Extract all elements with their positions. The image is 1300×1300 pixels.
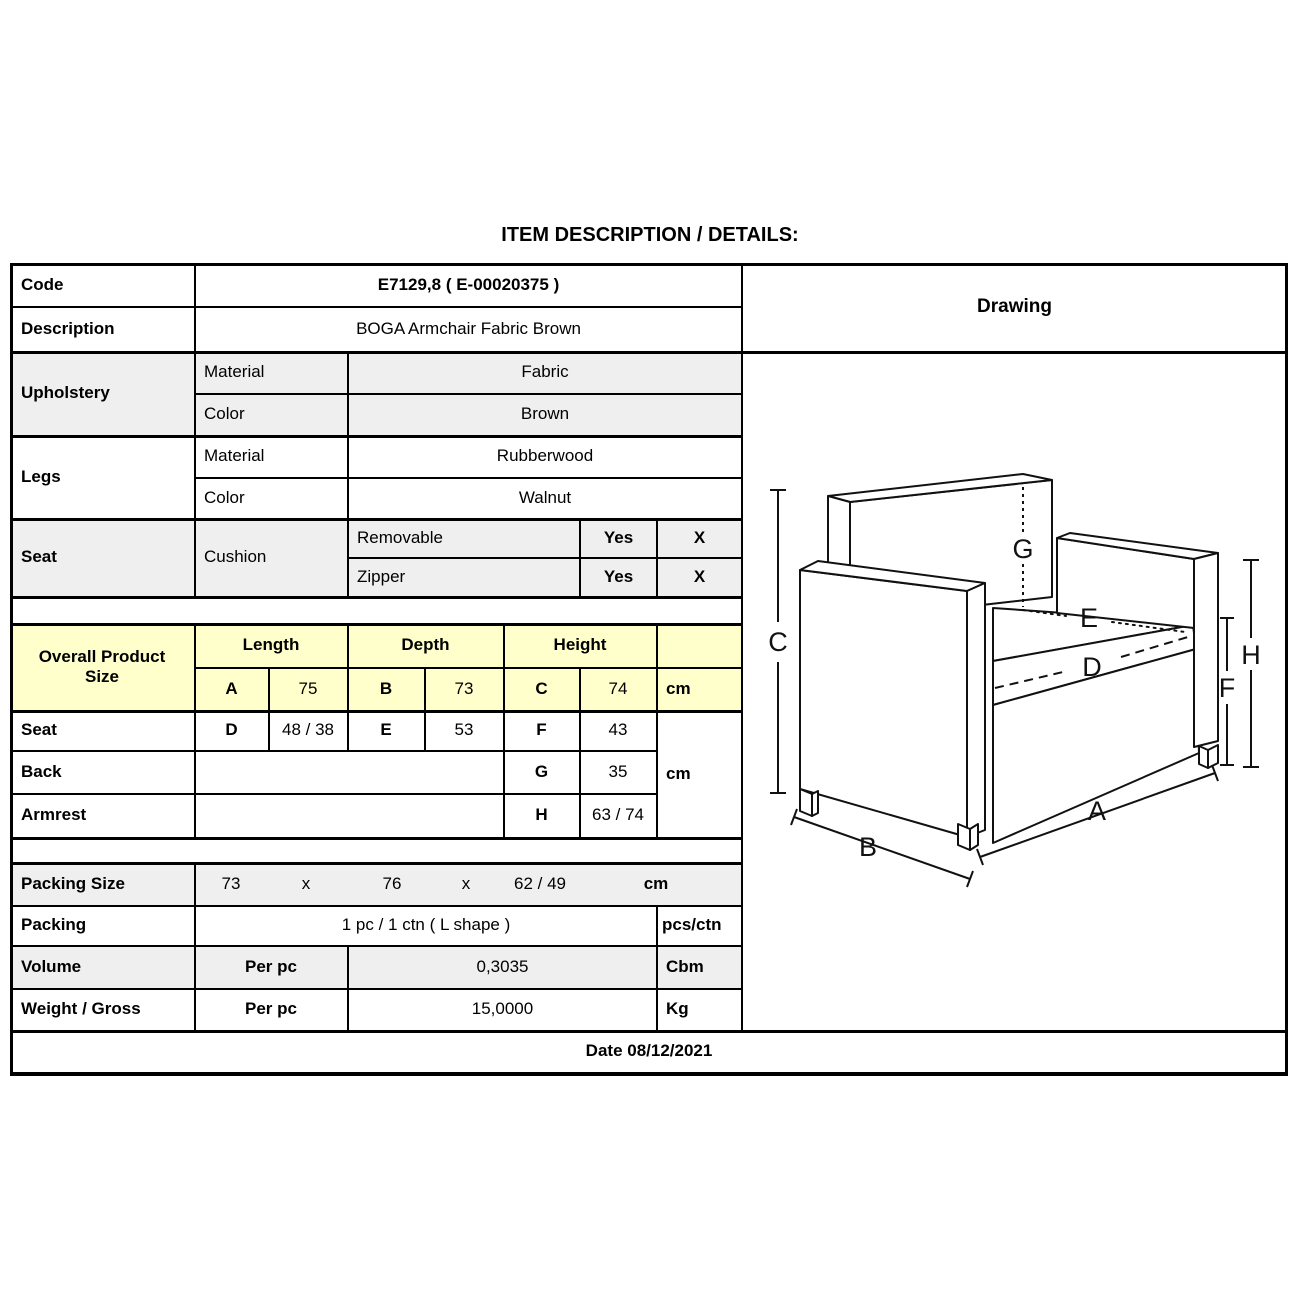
armchair-drawing xyxy=(741,352,1288,1030)
size-header-depth: Depth xyxy=(401,635,450,655)
dimension-label-c: C xyxy=(768,627,788,657)
description-value: BOGA Armchair Fabric Brown xyxy=(356,318,581,338)
drawing-header: Drawing xyxy=(977,296,1052,318)
code-value: E7129,8 ( E-00020375 ) xyxy=(377,274,560,294)
page-title: ITEM DESCRIPTION / DETAILS: xyxy=(501,224,799,246)
volume-value: 0,3035 xyxy=(476,956,529,976)
seat-feature-mark: X xyxy=(693,566,706,586)
legs-label: Legs xyxy=(21,466,61,486)
size-key-d: D xyxy=(225,720,238,740)
seat-label: Seat xyxy=(21,547,57,567)
size-value-c: 74 xyxy=(608,678,628,698)
date-text: Date 08/12/2021 xyxy=(585,1041,713,1061)
size-key-b: B xyxy=(379,678,393,698)
dimension-label-d: D xyxy=(1082,652,1102,682)
size-key-f: F xyxy=(536,720,547,740)
volume-unit: Cbm xyxy=(666,956,704,976)
front-right-leg xyxy=(1199,746,1208,768)
size-key-a: A xyxy=(225,678,238,698)
size-value-f: 43 xyxy=(608,720,628,740)
size-seat-label: Seat xyxy=(21,720,57,740)
packing-size-unit: cm xyxy=(643,873,669,893)
front-left-leg xyxy=(970,824,978,850)
seat-feature-answer: Yes xyxy=(603,527,634,547)
grid-line xyxy=(10,596,741,599)
packing-size-x: x xyxy=(461,873,471,893)
legs-color-value: Walnut xyxy=(518,487,572,507)
packing-size-x: x xyxy=(301,873,311,893)
size-unit: cm xyxy=(666,678,691,698)
upholstery-material-value: Fabric xyxy=(521,362,569,382)
dimension-label-f: F xyxy=(1218,673,1236,703)
packing-size-dim: 76 xyxy=(382,873,402,893)
packing-value: 1 pc / 1 ctn ( L shape ) xyxy=(341,915,511,935)
front-right-leg xyxy=(1208,745,1218,768)
table-border-bottom xyxy=(10,1072,1288,1076)
grid-line xyxy=(10,837,741,840)
left-armrest-front-face xyxy=(967,583,985,837)
packing-unit: pcs/ctn xyxy=(662,915,722,935)
description-label: Description xyxy=(21,318,115,338)
upholstery-color-value: Brown xyxy=(520,404,570,424)
size-key-h: H xyxy=(535,805,548,825)
size-value-g: 35 xyxy=(608,761,628,781)
right-armrest-front-face xyxy=(1194,553,1218,747)
legs-material-value: Rubberwood xyxy=(496,446,594,466)
upholstery-label: Upholstery xyxy=(21,383,110,403)
back-left-leg xyxy=(812,791,818,816)
seat-feature-mark: X xyxy=(693,527,706,547)
size-armrest-label: Armrest xyxy=(21,805,87,825)
volume-per-label: Per pc xyxy=(245,956,297,976)
seat-cushion-label: Cushion xyxy=(204,547,267,567)
seat-feature-label: Zipper xyxy=(357,566,406,586)
seat-feature-answer: Yes xyxy=(603,566,634,586)
size-unit-merged: cm xyxy=(666,763,691,783)
dimension-label-h: H xyxy=(1241,640,1261,670)
size-header-length: Length xyxy=(242,635,300,655)
size-header-label: Overall Product Size xyxy=(38,646,166,686)
size-header-height: Height xyxy=(553,635,607,655)
volume-label: Volume xyxy=(21,956,82,976)
size-key-g: G xyxy=(534,761,549,781)
weight-value: 15,0000 xyxy=(471,999,534,1019)
weight-unit: Kg xyxy=(666,999,689,1019)
size-value-b: 73 xyxy=(454,678,474,698)
size-value-e: 53 xyxy=(454,720,474,740)
weight-per-label: Per pc xyxy=(245,999,297,1019)
packing-size-dim: 73 xyxy=(221,873,241,893)
packing-size-dim: 62 / 49 xyxy=(514,873,566,893)
dimension-label-a: A xyxy=(1087,796,1107,826)
left-armrest-outer-face xyxy=(800,570,967,837)
legs-material-label: Material xyxy=(204,446,265,466)
size-key-e: E xyxy=(380,720,392,740)
legs-color-label: Color xyxy=(204,487,245,507)
size-key-c: C xyxy=(535,678,548,698)
dimension-label-e: E xyxy=(1079,603,1099,633)
packing-label: Packing xyxy=(21,915,87,935)
seat-feature-label: Removable xyxy=(357,527,443,547)
back-left-leg xyxy=(800,789,812,816)
size-value-d: 48 / 38 xyxy=(282,720,334,740)
packing-size-values xyxy=(194,862,741,905)
weight-label: Weight / Gross xyxy=(21,999,141,1019)
code-label: Code xyxy=(21,274,64,294)
dimension-label-b: B xyxy=(858,832,878,862)
upholstery-material-label: Material xyxy=(204,362,265,382)
size-back-label: Back xyxy=(21,761,62,781)
dimension-label-g: G xyxy=(1012,534,1034,564)
size-value-h: 63 / 74 xyxy=(592,805,644,825)
size-value-a: 75 xyxy=(298,678,318,698)
upholstery-color-label: Color xyxy=(204,404,245,424)
front-left-leg xyxy=(958,824,970,850)
packing-size-label: Packing Size xyxy=(21,873,125,893)
